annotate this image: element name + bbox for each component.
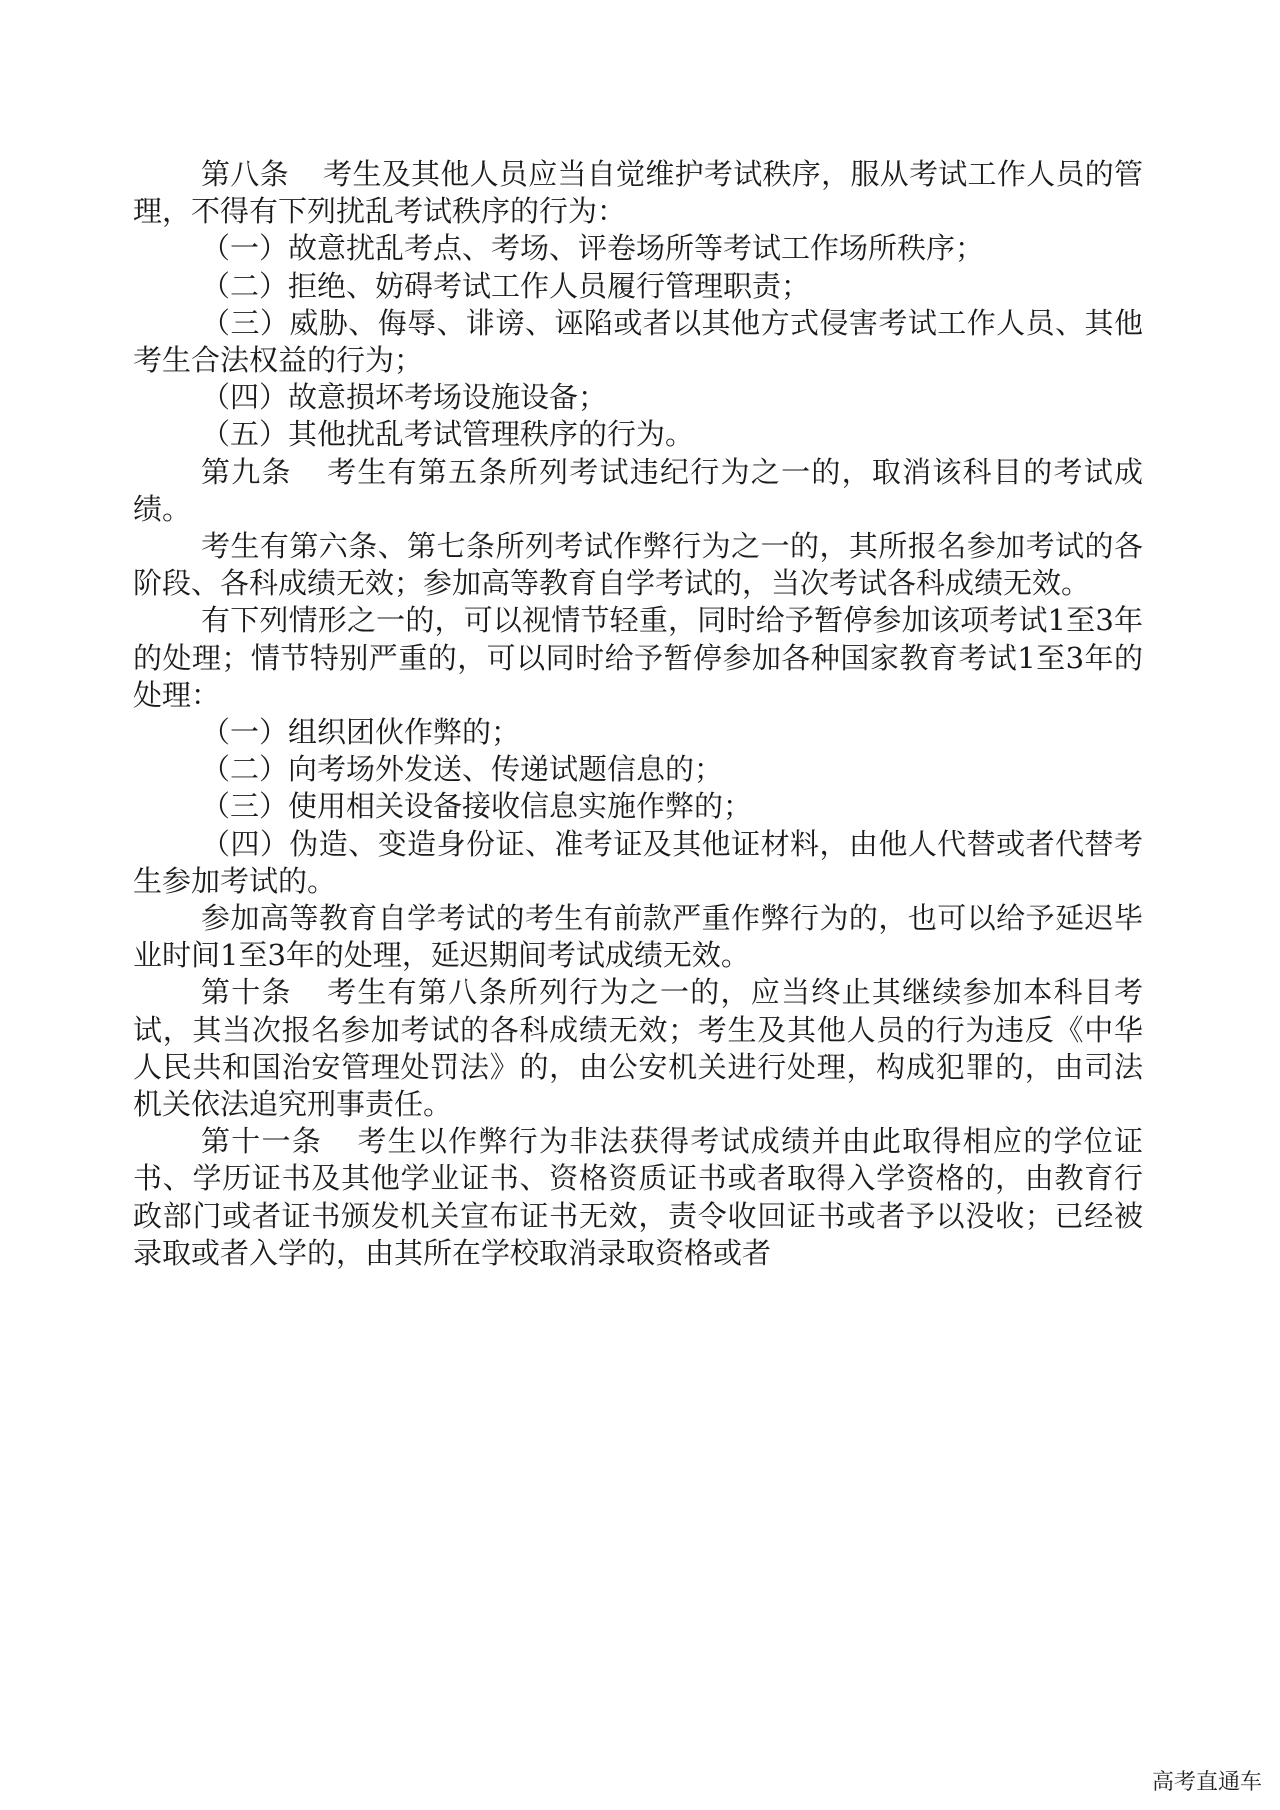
paragraph-article-10 <box>133 974 1143 1123</box>
document-body <box>133 156 1143 1272</box>
article-heading: 第十一条 <box>201 1124 323 1159</box>
article-heading: 第九条 <box>201 454 292 489</box>
paragraph-item: （三）使用相关设备接收信息实施作弊的； <box>201 789 753 824</box>
article-heading: 第十条 <box>201 975 292 1010</box>
paragraph: 有下列情形之一的，可以视情节轻重，同时给予暂停参加该项考试1至3年的处理；情节特别严重的，可以同时给予暂停参加各种国家教育考试1至3年的处理： <box>133 603 1143 712</box>
paragraph-item: （二）拒绝、妨碍考试工作人员履行管理职责； <box>201 268 811 303</box>
paragraph-article-8 <box>133 156 1143 230</box>
paragraph-article-11 <box>133 1123 1143 1272</box>
watermark-label: 高考直通车 <box>1151 1770 1262 1795</box>
paragraph-item: （四）伪造、变造身份证、准考证及其他证材料，由他人代替或者代替考生参加考试的。 <box>133 826 1143 898</box>
paragraph-item: （一）组织团伙作弊的； <box>201 715 521 750</box>
paragraph-text: 考生有第八条所列行为之一的，应当终止其继续参加本科目考试，其当次报名参加考试的各科成绩无效；考生及其他人员的行为违反《中华人民共和国治安管理处罚法》的，由公安机关进行处理，构成犯罪的，由司法机关依法追究刑事责任。 <box>133 975 1143 1122</box>
paragraph-item: （一）故意扰乱考点、考场、评卷场所等考试工作场所秩序； <box>201 231 985 266</box>
paragraph-article-9 <box>133 454 1143 528</box>
paragraph-text: 考生及其他人员应当自觉维护考试秩序，服从考试工作人员的管理，不得有下列扰乱考试秩序的行为： <box>133 157 1143 229</box>
paragraph-item: （五）其他扰乱考试管理秩序的行为。 <box>201 417 695 452</box>
article-heading: 第八条 <box>201 157 289 191</box>
paragraph-item: （三）威胁、侮辱、诽谤、诬陷或者以其他方式侵害考试工作人员、其他考生合法权益的行为； <box>133 305 1143 378</box>
paragraph-item: （四）故意损坏考场设施设备； <box>201 380 608 415</box>
paragraph-item: （二）向考场外发送、传递试题信息的； <box>201 752 724 787</box>
paragraph: 参加高等教育自学考试的考生有前款严重作弊行为的，也可以给予延迟毕业时间1至3年的处理，延迟期间考试成绩无效。 <box>133 901 1143 973</box>
paragraph: 考生有第六条、第七条所列考试作弊行为之一的，其所报名参加考试的各阶段、各科成绩无效；参加高等教育自学考试的，当次考试各科成绩无效。 <box>133 529 1143 601</box>
paragraph-text: 考生有第五条所列考试违纪行为之一的，取消该科目的考试成绩。 <box>133 454 1143 526</box>
paragraph-text: 考生以作弊行为非法获得考试成绩并由此取得相应的学位证书、学历证书及其他学业证书、资格资质证书或者取得入学资格的，由教育行政部门或者证书颁发机关宣布证书无效，责令收回证书或者予以没收；已经被录取或者入学的，由其所在学校取消录取资格或者 <box>133 1124 1143 1270</box>
